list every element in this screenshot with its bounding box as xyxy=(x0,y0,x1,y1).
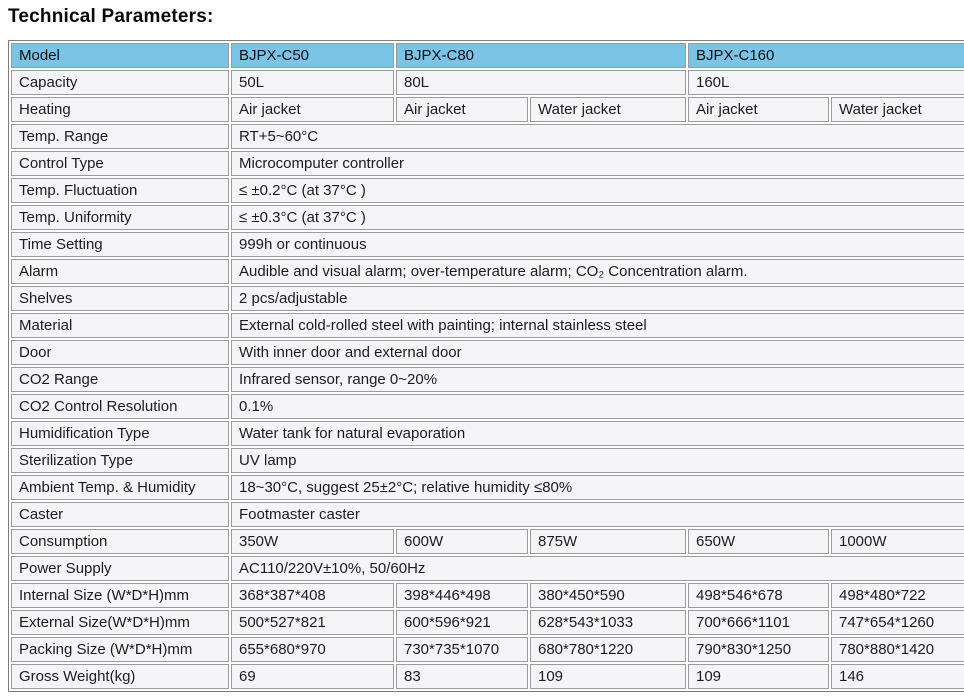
cell-value: 600*596*921 xyxy=(396,610,528,635)
cell-value: AC110/220V±10%, 50/60Hz xyxy=(231,556,964,581)
cell-value: 2 pcs/adjustable xyxy=(231,286,964,311)
cell-value: ≤ ±0.3°C (at 37°C ) xyxy=(231,205,964,230)
table-row xyxy=(11,259,964,284)
cell-value: 747*654*1260 xyxy=(831,610,964,635)
cell-value: Infrared sensor, range 0~20% xyxy=(231,367,964,392)
table-row xyxy=(11,529,964,554)
cell-value: 18~30°C, suggest 25±2°C; relative humidity ≤80% xyxy=(231,475,964,500)
row-label: Sterilization Type xyxy=(11,448,229,473)
cell-value: 500*527*821 xyxy=(231,610,394,635)
row-label: Humidification Type xyxy=(11,421,229,446)
cell-value: RT+5~60°C xyxy=(231,124,964,149)
row-label: Temp. Range xyxy=(11,124,229,149)
row-label: Power Supply xyxy=(11,556,229,581)
spec-table-body xyxy=(11,43,964,689)
cell-value: 628*543*1033 xyxy=(530,610,686,635)
row-label: CO2 Control Resolution xyxy=(11,394,229,419)
page-title: Technical Parameters: xyxy=(8,6,214,27)
cell-value: Air jacket xyxy=(396,97,528,122)
cell-value: 350W xyxy=(231,529,394,554)
cell-value: 700*666*1101 xyxy=(688,610,829,635)
cell-value: 0.1% xyxy=(231,394,964,419)
table-header-row xyxy=(11,43,964,68)
cell-value: 146 xyxy=(831,664,964,689)
table-row xyxy=(11,286,964,311)
cell-value: Footmaster caster xyxy=(231,502,964,527)
cell-value: 398*446*498 xyxy=(396,583,528,608)
table-row xyxy=(11,664,964,689)
row-label: Material xyxy=(11,313,229,338)
table-row xyxy=(11,475,964,500)
row-label: CO2 Range xyxy=(11,367,229,392)
cell-value: 680*780*1220 xyxy=(530,637,686,662)
table-row xyxy=(11,502,964,527)
cell-value: 655*680*970 xyxy=(231,637,394,662)
cell-value: External cold-rolled steel with painting; internal stainless steel xyxy=(231,313,964,338)
table-row xyxy=(11,232,964,257)
row-label: Door xyxy=(11,340,229,365)
table-row xyxy=(11,610,964,635)
row-label: Packing Size (W*D*H)mm xyxy=(11,637,229,662)
row-label: Gross Weight(kg) xyxy=(11,664,229,689)
table-row xyxy=(11,151,964,176)
row-label: Alarm xyxy=(11,259,229,284)
cell-value: 380*450*590 xyxy=(530,583,686,608)
cell-value: 160L xyxy=(688,70,964,95)
row-label: Heating xyxy=(11,97,229,122)
spec-table xyxy=(8,40,964,692)
row-label: Shelves xyxy=(11,286,229,311)
row-label: Time Setting xyxy=(11,232,229,257)
cell-value: ≤ ±0.2°C (at 37°C ) xyxy=(231,178,964,203)
cell-value: Audible and visual alarm; over-temperature alarm; CO₂ Concentration alarm. xyxy=(231,259,964,284)
table-row xyxy=(11,637,964,662)
cell-value: 69 xyxy=(231,664,394,689)
header-cell-model-name: BJPX-C160 xyxy=(688,43,964,68)
table-row xyxy=(11,124,964,149)
table-row xyxy=(11,394,964,419)
row-label: Temp. Uniformity xyxy=(11,205,229,230)
cell-value: Air jacket xyxy=(688,97,829,122)
table-row xyxy=(11,205,964,230)
cell-value: 80L xyxy=(396,70,686,95)
cell-value: 368*387*408 xyxy=(231,583,394,608)
table-row xyxy=(11,367,964,392)
cell-value: Water jacket xyxy=(530,97,686,122)
row-label: Ambient Temp. & Humidity xyxy=(11,475,229,500)
cell-value: 50L xyxy=(231,70,394,95)
table-row xyxy=(11,313,964,338)
cell-value: Water jacket xyxy=(831,97,964,122)
cell-value: 498*480*722 xyxy=(831,583,964,608)
cell-value: 780*880*1420 xyxy=(831,637,964,662)
table-row xyxy=(11,421,964,446)
cell-value: 83 xyxy=(396,664,528,689)
cell-value: UV lamp xyxy=(231,448,964,473)
row-label: Consumption xyxy=(11,529,229,554)
cell-value: 109 xyxy=(530,664,686,689)
cell-value: 999h or continuous xyxy=(231,232,964,257)
cell-value: 790*830*1250 xyxy=(688,637,829,662)
row-label: Control Type xyxy=(11,151,229,176)
table-row xyxy=(11,178,964,203)
cell-value: 730*735*1070 xyxy=(396,637,528,662)
cell-value: With inner door and external door xyxy=(231,340,964,365)
cell-value: 498*546*678 xyxy=(688,583,829,608)
header-cell-model-name: BJPX-C50 xyxy=(231,43,394,68)
header-cell-model-name: BJPX-C80 xyxy=(396,43,686,68)
row-label: Capacity xyxy=(11,70,229,95)
cell-value: 650W xyxy=(688,529,829,554)
table-row xyxy=(11,556,964,581)
header-cell-model: Model xyxy=(11,43,229,68)
table-row xyxy=(11,583,964,608)
cell-value: Water tank for natural evaporation xyxy=(231,421,964,446)
row-label: Temp. Fluctuation xyxy=(11,178,229,203)
cell-value: 109 xyxy=(688,664,829,689)
row-label: External Size(W*D*H)mm xyxy=(11,610,229,635)
table-row xyxy=(11,448,964,473)
cell-value: 600W xyxy=(396,529,528,554)
table-row xyxy=(11,340,964,365)
table-row xyxy=(11,97,964,122)
row-label: Internal Size (W*D*H)mm xyxy=(11,583,229,608)
table-row xyxy=(11,70,964,95)
cell-value: Air jacket xyxy=(231,97,394,122)
row-label: Caster xyxy=(11,502,229,527)
cell-value: Microcomputer controller xyxy=(231,151,964,176)
cell-value: 875W xyxy=(530,529,686,554)
cell-value: 1000W xyxy=(831,529,964,554)
